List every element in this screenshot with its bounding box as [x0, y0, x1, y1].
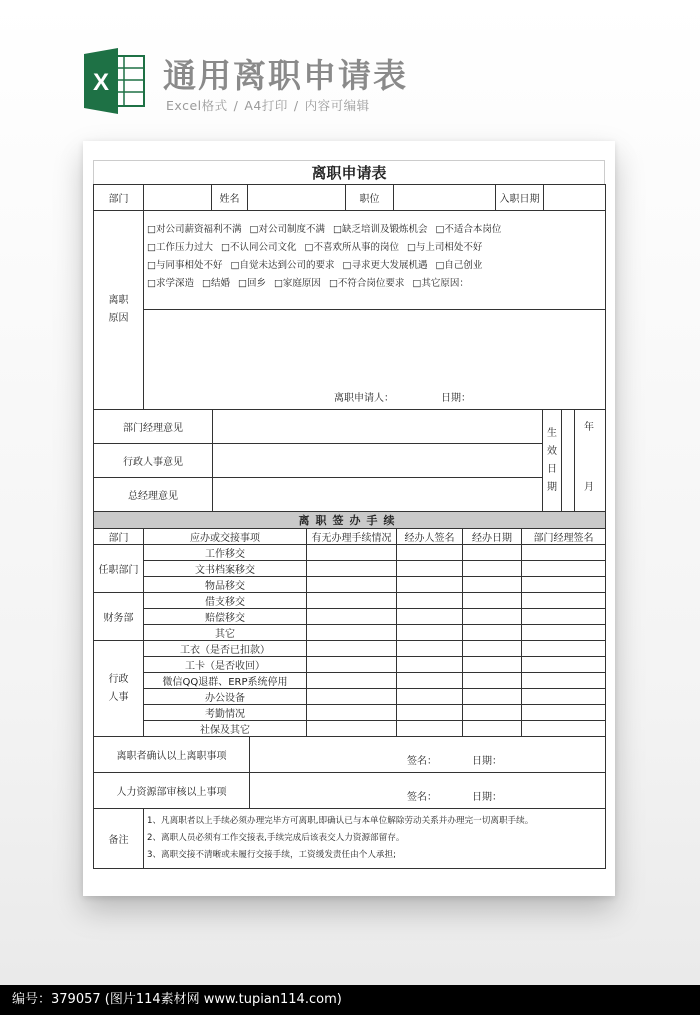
proc-header-dept: 部门 — [94, 529, 144, 545]
proc-manager-cell[interactable] — [522, 705, 606, 721]
proc-item: 工衣（是否已扣款） — [144, 641, 307, 657]
dept-manager-opinion-label: 部门经理意见 — [94, 410, 213, 444]
month-label: 月 — [584, 482, 594, 493]
proc-date-cell[interactable] — [463, 657, 522, 673]
proc-status-cell[interactable] — [307, 545, 397, 561]
reason-detail-area[interactable] — [144, 310, 606, 410]
procedures-band: 离职签办手续 — [94, 512, 606, 529]
proc-handler-cell[interactable] — [397, 609, 463, 625]
admin-hr-opinion-label: 行政人事意见 — [94, 444, 213, 478]
proc-handler-cell[interactable] — [397, 689, 463, 705]
proc-handler-cell[interactable] — [397, 545, 463, 561]
reason-checkbox[interactable]: □寻求更大发展机遇 — [342, 260, 428, 271]
proc-status-cell[interactable] — [307, 609, 397, 625]
reason-checkbox[interactable]: □对公司薪资福利不满 — [147, 224, 242, 235]
proc-date-cell[interactable] — [463, 721, 522, 737]
applicant-sign-line — [144, 389, 605, 405]
proc-handler-cell[interactable] — [397, 721, 463, 737]
footer-watermark: 编号：379057 (图片114素材网 www.tupian114.com) — [0, 985, 700, 1015]
position-input-cell[interactable] — [394, 185, 496, 211]
procedures-table — [93, 511, 606, 737]
year-label: 年 — [584, 422, 594, 433]
reason-checkbox[interactable]: □求学深造 — [147, 278, 194, 289]
proc-handler-cell[interactable] — [397, 657, 463, 673]
reason-line — [147, 221, 605, 239]
proc-handler-cell[interactable] — [397, 705, 463, 721]
proc-date-cell[interactable] — [463, 593, 522, 609]
proc-item: 文书档案移交 — [144, 561, 307, 577]
proc-manager-cell[interactable] — [522, 673, 606, 689]
effective-char: 效 — [547, 445, 557, 457]
reason-checkbox[interactable]: □不适合本岗位 — [435, 224, 502, 235]
proc-status-cell[interactable] — [307, 705, 397, 721]
subtitle-print: A4打印 — [244, 98, 288, 113]
name-input-cell[interactable] — [248, 185, 346, 211]
sign-label: 签名： — [407, 792, 437, 803]
dept-manager-opinion-cell[interactable] — [213, 410, 543, 444]
proc-date-cell[interactable] — [463, 561, 522, 577]
proc-status-cell[interactable] — [307, 689, 397, 705]
page-title: 通用离职申请表 — [163, 56, 408, 95]
hr-review-cell[interactable] — [250, 773, 606, 809]
proc-header-handler: 经办人签名 — [397, 529, 463, 545]
employee-confirm-cell[interactable] — [250, 737, 606, 773]
proc-manager-cell[interactable] — [522, 609, 606, 625]
reason-checkbox[interactable]: □回乡 — [237, 278, 266, 289]
proc-date-cell[interactable] — [463, 625, 522, 641]
proc-date-cell[interactable] — [463, 673, 522, 689]
proc-status-cell[interactable] — [307, 641, 397, 657]
proc-manager-cell[interactable] — [522, 721, 606, 737]
form-paper — [83, 141, 615, 896]
reason-checkbox[interactable]: □与上司相处不好 — [406, 242, 483, 253]
reason-checkbox[interactable]: □不符合岗位要求 — [328, 278, 405, 289]
proc-status-cell[interactable] — [307, 577, 397, 593]
hire-date-input-cell[interactable] — [544, 185, 606, 211]
resignation-form — [93, 160, 605, 869]
reason-checkbox[interactable]: □自觉未达到公司的要求 — [230, 260, 335, 271]
proc-status-cell[interactable] — [307, 593, 397, 609]
proc-dept-cell: 行政 人事 — [94, 641, 144, 737]
page-subtitle — [166, 96, 376, 114]
subtitle-editable: 内容可编辑 — [304, 98, 370, 113]
date-label: 日期： — [472, 756, 502, 767]
note-line: 1、凡离职者以上手续必须办理完毕方可离职,即确认已与本单位解除劳动关系并办理完一切离职手续。 — [147, 816, 534, 826]
date-label: 日期： — [472, 792, 502, 803]
proc-handler-cell[interactable] — [397, 625, 463, 641]
effective-char: 日 — [547, 463, 557, 475]
proc-dept-cell: 财务部 — [94, 593, 144, 641]
reason-checkbox[interactable]: □缺乏培训及锻炼机会 — [332, 224, 428, 235]
gm-opinion-cell[interactable] — [213, 478, 543, 512]
proc-status-cell[interactable] — [307, 673, 397, 689]
proc-status-cell[interactable] — [307, 561, 397, 577]
proc-status-cell[interactable] — [307, 657, 397, 673]
sign-label: 签名： — [407, 756, 437, 767]
proc-handler-cell[interactable] — [397, 641, 463, 657]
proc-handler-cell[interactable] — [397, 593, 463, 609]
applicant-label: 离职申请人： — [334, 393, 394, 404]
proc-item: 工作移交 — [144, 545, 307, 561]
reason-checkbox[interactable]: □不喜欢所从事的岗位 — [304, 242, 399, 253]
effective-date-input[interactable] — [562, 410, 575, 512]
reason-checkbox[interactable]: □不认同公司文化 — [220, 242, 297, 253]
reason-checkbox[interactable]: □与同事相处不好 — [147, 260, 223, 271]
reason-checkbox[interactable]: □自己创业 — [435, 260, 483, 271]
proc-header-status: 有无办理手续情况 — [307, 529, 397, 545]
proc-item: 考勤情况 — [144, 705, 307, 721]
proc-manager-cell[interactable] — [522, 625, 606, 641]
proc-manager-cell[interactable] — [522, 577, 606, 593]
note-line: 3、离职交接不清晰或未履行交接手续，工资缓发责任由个人承担; — [147, 850, 396, 860]
proc-item: 借支移交 — [144, 593, 307, 609]
proc-header-date: 经办日期 — [463, 529, 522, 545]
proc-manager-cell[interactable] — [522, 545, 606, 561]
proc-item: 其它 — [144, 625, 307, 641]
notes-content — [144, 809, 606, 869]
position-label: 职位 — [346, 185, 394, 211]
subtitle-format: Excel格式 — [166, 98, 228, 113]
reason-line — [147, 257, 605, 275]
proc-header-item: 应办或交接事项 — [144, 529, 307, 545]
proc-manager-cell[interactable] — [522, 657, 606, 673]
admin-hr-opinion-cell[interactable] — [213, 444, 543, 478]
proc-date-cell[interactable] — [463, 577, 522, 593]
employee-confirm-label: 离职者确认以上离职事项 — [94, 737, 250, 773]
svg-text:X: X — [92, 69, 110, 96]
gm-opinion-label: 总经理意见 — [94, 478, 213, 512]
effective-char: 生 — [547, 427, 557, 439]
proc-dept-cell: 任职部门 — [94, 545, 144, 593]
opinions-table — [93, 409, 606, 512]
proc-handler-cell[interactable] — [397, 673, 463, 689]
reason-checkbox[interactable]: □结婚 — [201, 278, 230, 289]
form-title: 离职申请表 — [93, 160, 605, 184]
proc-status-cell[interactable] — [307, 721, 397, 737]
reason-checkbox[interactable]: □对公司制度不满 — [249, 224, 325, 235]
proc-item: 工卡（是否收回） — [144, 657, 307, 673]
dept-input-cell[interactable] — [144, 185, 212, 211]
reason-label: 离职 原因 — [94, 211, 144, 410]
proc-item: 物品移交 — [144, 577, 307, 593]
subtitle-separator: / — [233, 98, 239, 113]
reason-line — [147, 239, 605, 257]
reason-checkbox[interactable]: □家庭原因 — [273, 278, 321, 289]
proc-manager-cell[interactable] — [522, 641, 606, 657]
hr-review-label: 人力资源部审核以上事项 — [94, 773, 250, 809]
proc-date-cell[interactable] — [463, 545, 522, 561]
proc-manager-cell[interactable] — [522, 593, 606, 609]
proc-item: 办公设备 — [144, 689, 307, 705]
excel-logo-icon — [84, 48, 146, 114]
proc-item: 赔偿移交 — [144, 609, 307, 625]
subtitle-separator: / — [293, 98, 299, 113]
hire-date-label: 入职日期 — [496, 185, 544, 211]
reason-checkbox[interactable]: □工作压力过大 — [147, 242, 213, 253]
proc-date-cell[interactable] — [463, 609, 522, 625]
applicant-date-label: 日期： — [441, 393, 471, 404]
effective-char: 期 — [547, 481, 557, 493]
proc-date-cell[interactable] — [463, 705, 522, 721]
proc-handler-cell[interactable] — [397, 577, 463, 593]
proc-status-cell[interactable] — [307, 625, 397, 641]
confirm-table — [93, 736, 606, 869]
dept-label: 部门 — [94, 185, 144, 211]
reason-options — [144, 211, 606, 310]
proc-header-manager: 部门经理签名 — [522, 529, 606, 545]
proc-item: 社保及其它 — [144, 721, 307, 737]
proc-date-cell[interactable] — [463, 689, 522, 705]
proc-manager-cell[interactable] — [522, 689, 606, 705]
effective-date-label — [543, 410, 562, 512]
reason-line — [147, 275, 605, 293]
name-label: 姓名 — [212, 185, 248, 211]
applicant-table — [93, 184, 606, 410]
year-month-cell — [575, 410, 606, 512]
notes-label: 备注 — [94, 809, 144, 869]
proc-date-cell[interactable] — [463, 641, 522, 657]
note-line: 2、离职人员必须有工作交接表,手续完成后该表交人力资源部留存。 — [147, 833, 405, 843]
proc-manager-cell[interactable] — [522, 561, 606, 577]
proc-handler-cell[interactable] — [397, 561, 463, 577]
proc-item: 微信QQ退群、ERP系统停用 — [144, 673, 307, 689]
reason-checkbox[interactable]: □其它原因： — [412, 278, 469, 289]
